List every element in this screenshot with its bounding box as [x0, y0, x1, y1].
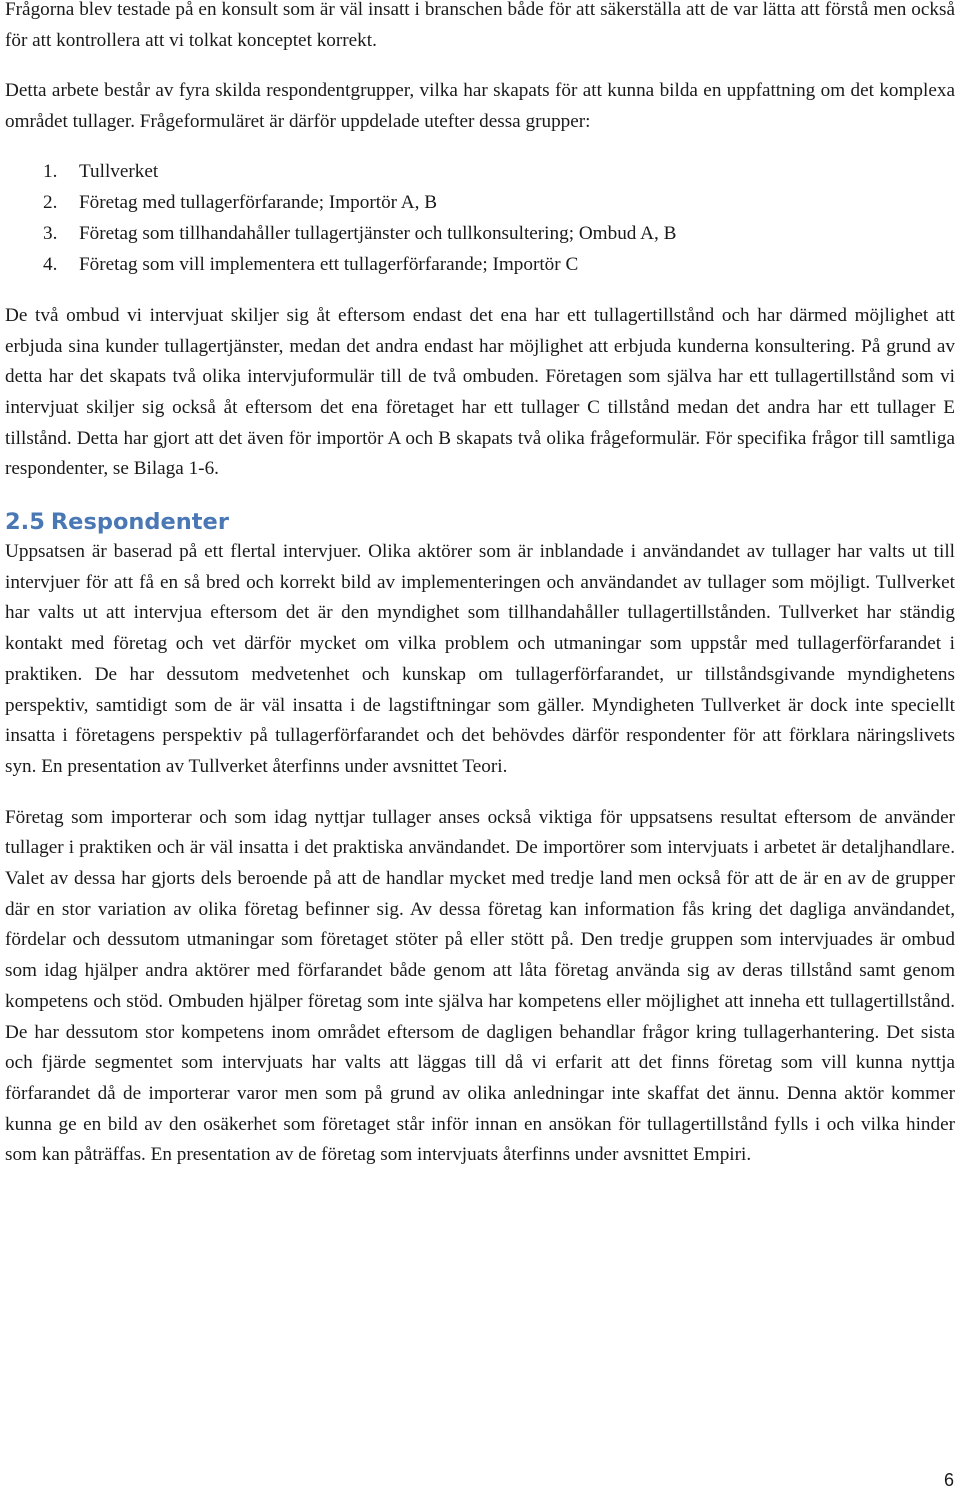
paragraph-respondents-companies: Företag som importerar och som idag nyttjar tullager anses också viktiga för uppsatsens resultat eftersom de använder tullager i praktiken och är väl insatta i det praktiska användandet. De importörer som intervjuats i arbetet är detaljhandlare. Valet av dessa har gjorts dels beroende på att de handlar mycket med tredje land men också för att de är en av de grupper där en stor variation av olika företag befinner sig. Av dessa företag kan information fås kring det dagliga användandet, fördelar och dessutom utmaningar som företaget stöter på eller stött på. Den tredje gruppen som intervjuades är ombud som idag hjälper andra aktörer med förfarandet både genom att låta företag använda sig av deras tillstånd samt genom kompetens och stöd. Ombuden hjälper företag som inte själva har kompetens eller möjlighet att inneha ett tullagertillstånd. De har dessutom stor kompetens inom området eftersom de dagligen behandlar frågor kring tullagerhantering. Det sista och fjärde segmentet som intervjuats har valts att läggas till då vi erfarit att det finns företag som vill kunna nyttja förfarandet då de importerar varor men som på grund av olika anledningar inte skaffat det ännu. Denna aktör kommer kunna ge en bild av den osäkerhet som företaget står inför innan en ansökan för tullagertillstånd fylls i och vilka hinder som kan påträffas. En presentation av de företag som intervjuats återfinns under avsnittet Empiri. [5, 806, 955, 1166]
list-item [5, 187, 955, 218]
paragraph-ombud-differences: De två ombud vi intervjuat skiljer sig åt eftersom endast det ena har ett tullagertillstånd och har därmed möjlighet att erbjuda sina kunder tullagertjänster, medan det andra endast har möjlighet att erbjuda kunderna konsultering. På grund av detta har det skapats två olika intervjuformulär till de två ombuden. Företagen som själva har ett tullagertillstånd som vi intervjuat skiljer sig också åt eftersom det ena företaget har ett tullager C tillstånd medan det andra har ett tullager E tillstånd. Detta har gjort att det även för importör A och B skapats två olika frågeformulär. För specifika frågor till samtliga respondenter, se Bilaga 1-6. [5, 304, 955, 480]
paragraph-respondent-groups-intro: Detta arbete består av fyra skilda respondentgrupper, vilka har skapats för att kunna bilda en uppfattning om det komplexa området tullager. Frågeformuläret är därför uppdelade utefter dessa grupper: [5, 80, 955, 133]
list-item [5, 156, 955, 187]
page-number: 6 [943, 1470, 954, 1490]
list-item-number: 2. [43, 191, 58, 213]
section-number: 2.5 [5, 509, 45, 536]
section-title: Respondenter [50, 509, 229, 536]
list-item-text: Företag som tillhandahåller tullagertjänster och tullkonsultering; Ombud A, B [79, 222, 677, 244]
document-page [5, 0, 955, 1171]
list-item [5, 249, 955, 280]
list-item-number: 3. [43, 222, 58, 244]
paragraph-respondents-tullverket: Uppsatsen är baserad på ett flertal intervjuer. Olika aktörer som är inblandade i användandet av tullager har valts ut till intervjuer för att få en så bred och korrekt bild av implementeringen och användandet av tullager som möjligt. Tullverket har valts ut att intervjua eftersom det är den myndighet som tillhandahåller tullagertillstånden. Tullverket har ständig kontakt med företag och vet därför mycket om vilka problem och utmaningar som uppstår med tullagerförfarandet i praktiken. De har dessutom medvetenhet och kunskap om tullagerförfarandet, ur tillståndsgivande myndighetens perspektiv, samtidigt som de är väl insatta i de lagstiftningar som gäller. Myndigheten Tullverket är dock inte speciellt insatta i företagens perspektiv på tullagerförfarandet och det behövdes därför respondenter för att förklara näringslivets syn. En presentation av Tullverket återfinns under avsnittet Teori. [5, 541, 955, 777]
list-item-text: Tullverket [79, 160, 159, 182]
list-item [5, 218, 955, 249]
list-item-number: 1. [43, 160, 58, 182]
list-item-text: Företag med tullagerförfarande; Importör A, B [79, 191, 438, 213]
list-item-number: 4. [43, 253, 58, 275]
list-item-text: Företag som vill implementera ett tullagerförfarande; Importör C [79, 253, 579, 275]
respondent-groups-list [5, 156, 955, 280]
paragraph-test-questions: Frågorna blev testade på en konsult som är väl insatt i branschen både för att säkerställa att de var lätta att förstå men också för att kontrollera att vi tolkat konceptet korrekt. [5, 0, 955, 51]
section-heading [5, 507, 955, 537]
